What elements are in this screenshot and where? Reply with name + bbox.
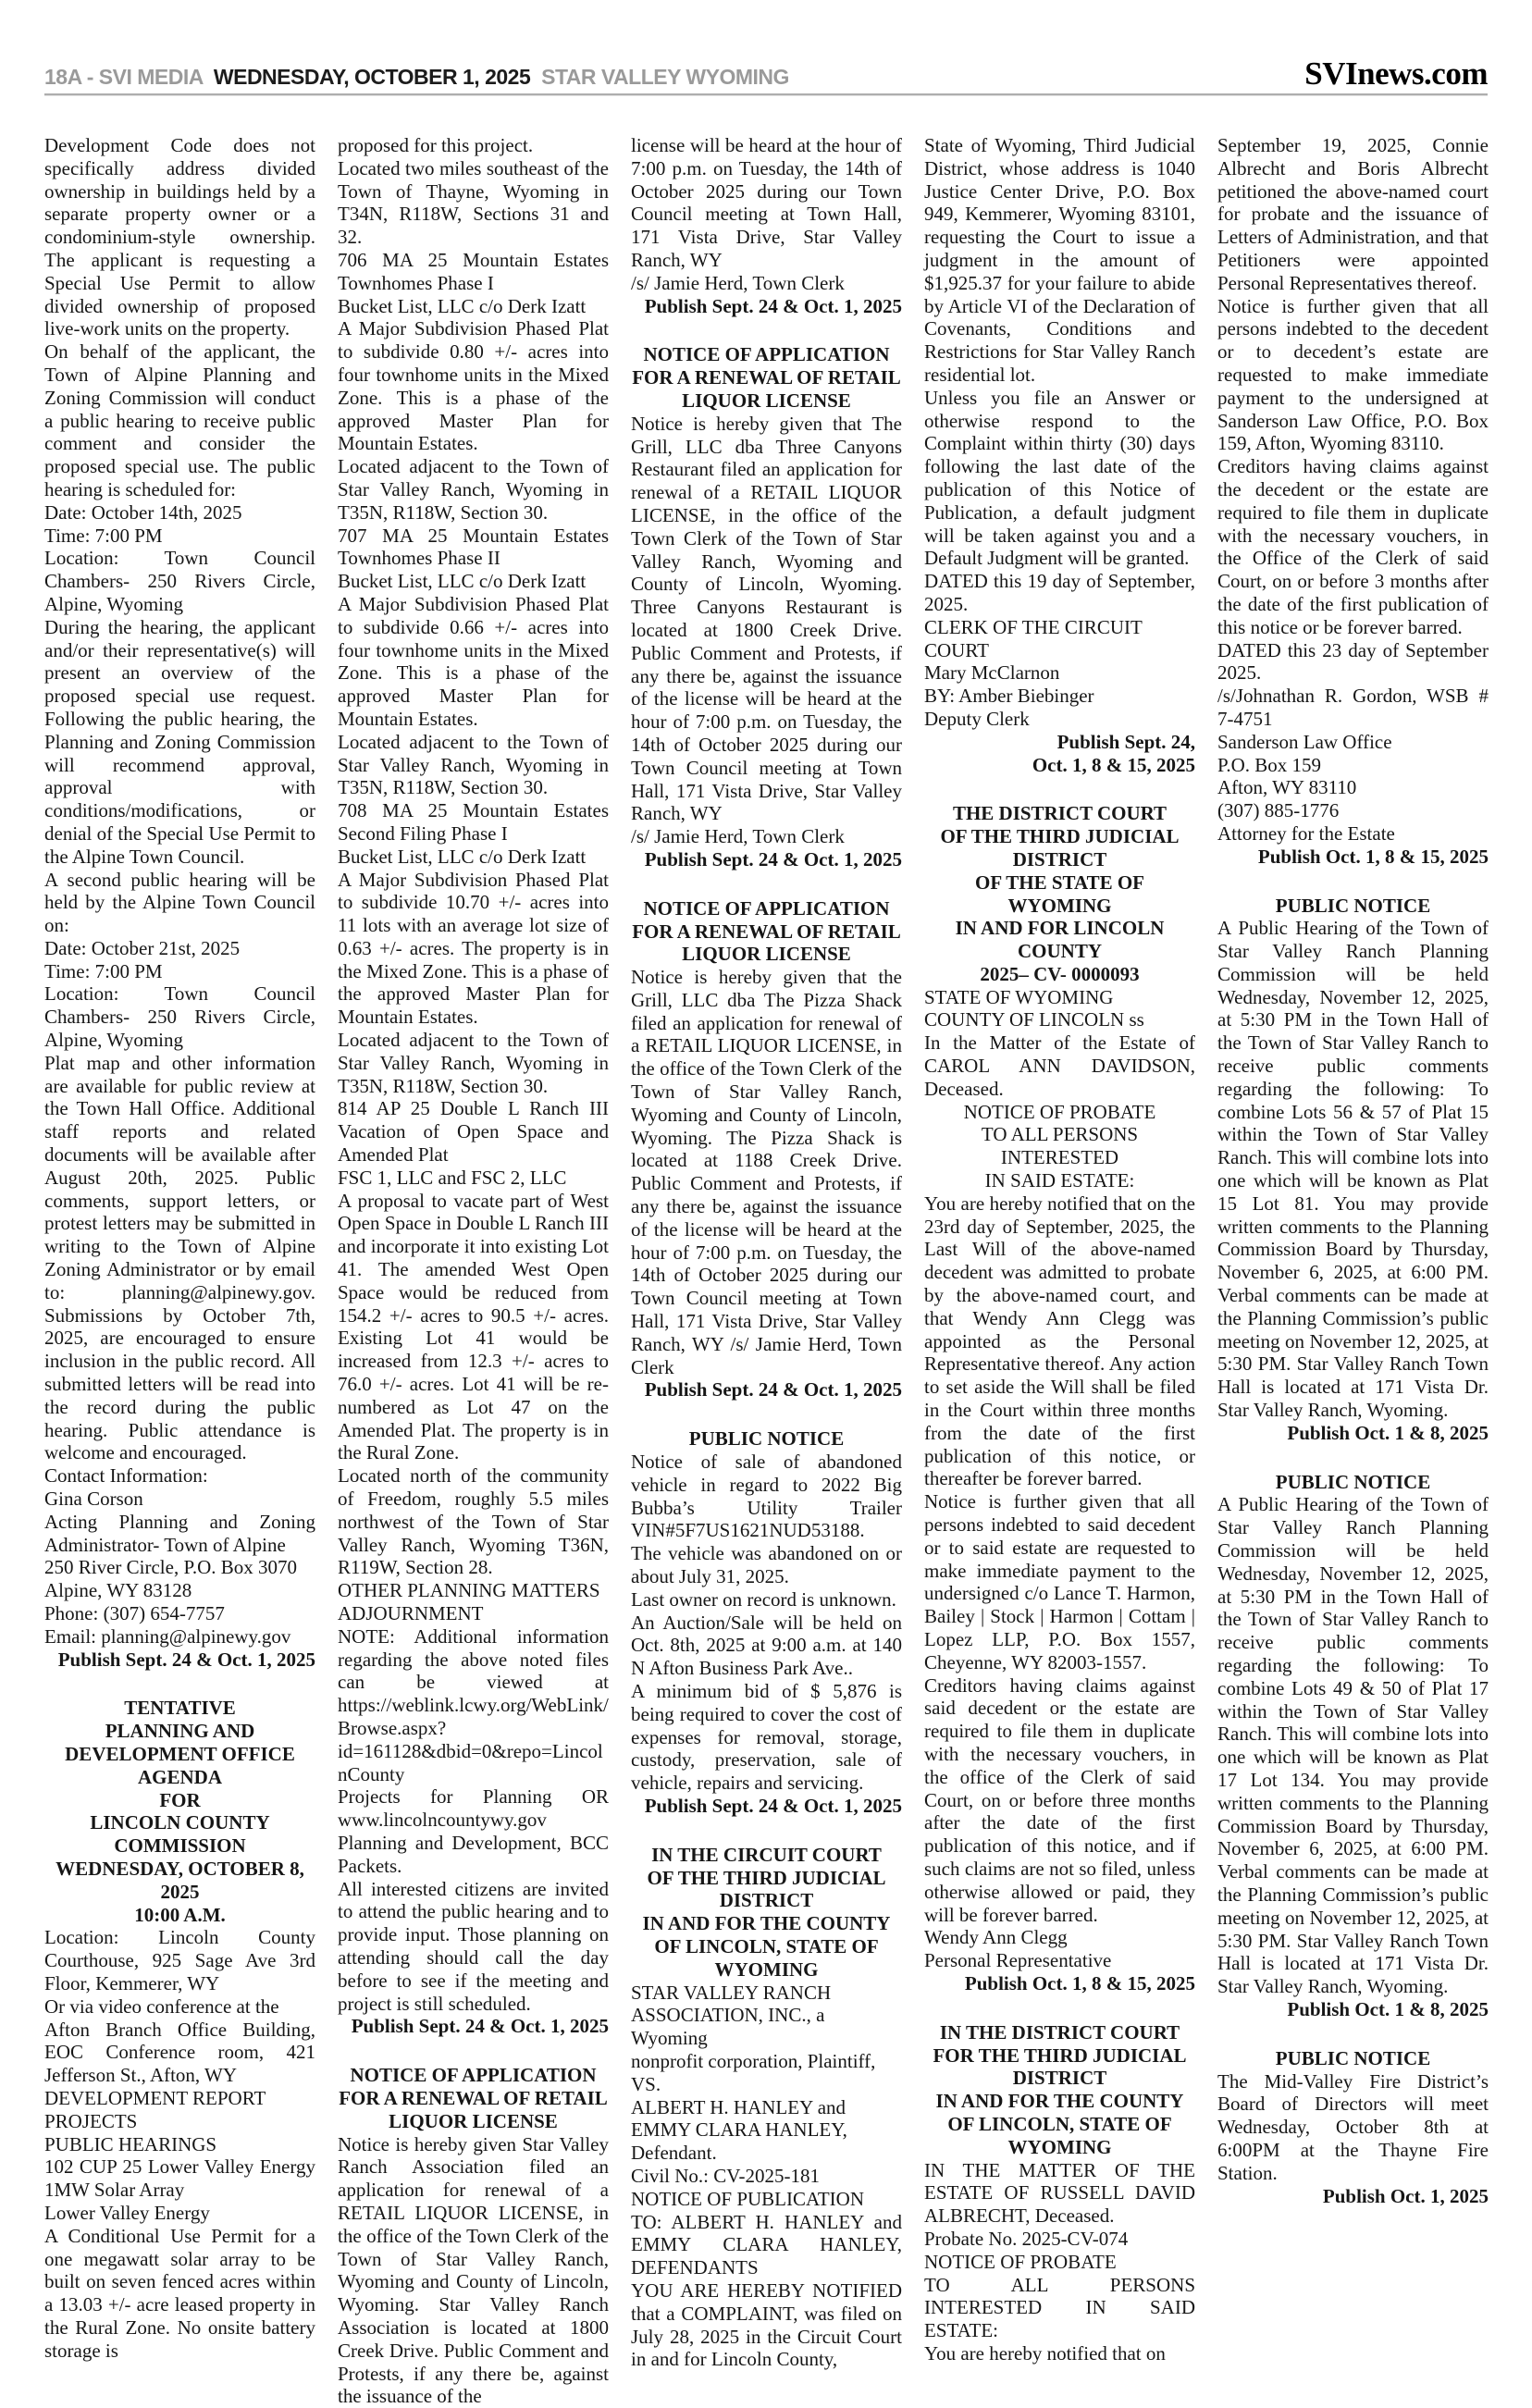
notice-paragraph: Notice is further given that all persons indebted to the decedent or to decedent’s estate are requested to make immediate payment to the undersigned at Sanderson Law Office, P.O. Box 159, Afton, Wyoming 83110. <box>1217 294 1489 455</box>
notice-line: VS. <box>631 2072 661 2095</box>
notice-paragraph: Development Code does not specifically address divided ownership in buildings held by a separate property owner or a condominium-style ownership. The applicant is requesting a Special Use Permit to allow divided ownership of proposed live-work units on the property. <box>44 134 315 340</box>
publish-line: Publish Oct. 1 & 8, 2025 <box>1287 1421 1489 1444</box>
notice-paragraph: Located adjacent to the Town of Star Valley Ranch, Wyoming in T35N, R118W, Section 30. <box>338 730 609 799</box>
notice-paragraph: In the Matter of the Estate of CAROL ANN DAVIDSON, Deceased. <box>924 1031 1195 1100</box>
notice-line: Bucket List, LLC c/o Derk Izatt <box>338 294 587 317</box>
notice-heading: PUBLIC NOTICE <box>688 1427 845 1451</box>
notice-paragraph: Plat map and other information are available for public review at the Town Hall Office. Additional staff reports and related documents will be available after August 20th, 2025. Public comments, support letters, or protest letters may be submitted in writing to the Town of Alpine Zoning Administrator or by email to: planning@alpinewy.gov. Submissions by October 7th, 2025, are encouraged to ensure inclusion in the public record. All submitted letters will be read into the record during the public hearing. Public attendance is welcome and encouraged. <box>44 1051 315 1464</box>
notice-paragraph: NOTE: Additional information regarding the above noted files can be viewed at https://weblink.lcwy.org/WebLink/Browse.aspx?id=161128&dbid=0&repo=LincolnCounty <box>338 1624 609 1785</box>
notice-paragraph: All interested citizens are invited to attend the public hearing and to provide input. Those planning on attending should call the day before to see if the meeting and project is still scheduled. <box>338 1877 609 2015</box>
column-1 <box>44 134 315 2408</box>
notice-line: 250 River Circle, P.O. Box 3070 <box>44 1556 297 1579</box>
notice-line: STAR VALLEY RANCH <box>631 1981 832 2004</box>
site-name: SVInews.com <box>1304 56 1488 92</box>
notice-paragraph: Located two miles southeast of the Town of Thayne, Wyoming in T34N, R118W, Sections 31 and 32. <box>338 156 609 249</box>
notice-paragraph: Notice is hereby given that the Grill, LLC dba The Pizza Shack filed an application for renewal of a RETAIL LIQUOR LICENSE, in the office of the Town Clerk of the Town of Star Valley Ranch, Wyoming and County of Lincoln, Wyoming. The Pizza Shack is located at 1188 Creek Drive. Public Comment and Protests, if any there be, against the issuance of the license will be heard at the hour of 7:00 p.m. on Tuesday, the 14th of October 2025 during our Town Council meeting at Town Hall, 171 Vista Drive, Star Valley Ranch, WY /s/ Jamie Herd, Town Clerk <box>631 966 902 1378</box>
notice-paragraph: A Public Hearing of the Town of Star Valley Ranch Planning Commission will be held Wednesday, November 12, 2025, at 5:30 PM in the Town Hall of the Town of Star Valley Ranch to receive public comments regarding the following: To combine Lots 56 & 57 of Plat 15 within the Town of Star Valley Ranch. This will combine lots into one which will be known as Plat 15 Lot 81. You may provide written comments to the Planning Commission Board by Thursday, November 6, 2025, at 6:00 PM. Verbal comments can be made at the Planning Commission’s public meeting on November 12, 2025, at 5:30 PM. Star Valley Ranch Town Hall is located at 171 Vista Dr. Star Valley Ranch, Wyoming. <box>1217 917 1489 1422</box>
notice-heading: NOTICE OF APPLICATION FOR A RENEWAL OF RETAIL LIQUOR LICENSE <box>632 343 901 412</box>
notice-paragraph: State of Wyoming, Third Judicial District, whose address is 1040 Justice Center Drive, P.O. Box 949, Kemmerer, Wyoming 83101, requesting the Court to issue a judgment in the amount of $1,925.37 for your failure to abide by Article VI of the Declaration of Covenants, Conditions and Restrictions for Star Valley Ranch residential lot. <box>924 134 1195 386</box>
notice-paragraph: DATED this 23 day of September 2025. <box>1217 638 1489 685</box>
masthead-rule <box>44 93 1488 95</box>
notice-line: Bucket List, LLC c/o Derk Izatt <box>338 845 587 868</box>
notice-paragraph: The Mid-Valley Fire District’s Board of Directors will meet Wednesday, October 8th at 6:00PM at the Thayne Fire Station. <box>1217 2069 1489 2184</box>
notice-line: NOTICE OF PROBATE <box>924 2250 1117 2273</box>
notice-line: proposed for this project. <box>338 134 534 156</box>
notice-line: Afton, WY 83110 <box>1217 776 1357 799</box>
publish-line: Publish Sept. 24 & Oct. 1, 2025 <box>644 847 902 871</box>
notice-line: /s/ Jamie Herd, Town Clerk <box>631 825 845 848</box>
notice-line: Sanderson Law Office <box>1217 730 1392 753</box>
notice-line: NOTICE OF PUBLICATION <box>631 2187 864 2210</box>
publish-line: Publish Oct. 1 & 8, 2025 <box>1287 1997 1489 2020</box>
notice-line: OTHER PLANNING MATTERS <box>338 1579 600 1602</box>
masthead-region: STAR VALLEY WYOMING <box>541 65 789 89</box>
masthead-date: WEDNESDAY, OCTOBER 1, 2025 <box>213 65 531 89</box>
notice-paragraph: Location: Town Council Chambers- 250 Rivers Circle, Alpine, Wyoming <box>44 982 315 1052</box>
notice-paragraph: A Major Subdivision Phased Plat to subdivide 0.80 +/- acres into four townhome units in the Mixed Zone. This is a phase of the approved Master Plan for Mountain Estates. <box>338 317 609 455</box>
columns <box>44 134 1489 2408</box>
notice-line: EMMY CLARA HANLEY, <box>631 2118 847 2142</box>
notice-centered-line: TO ALL PERSONS INTERESTED IN SAID ESTATE: <box>981 1123 1139 1192</box>
notice-line: Alpine, WY 83128 <box>44 1579 192 1602</box>
notice-line: Wendy Ann Clegg <box>924 1926 1068 1949</box>
notice-paragraph: 102 CUP 25 Lower Valley Energy 1MW Solar Array <box>44 2155 315 2202</box>
notice-line: /s/ Jamie Herd, Town Clerk <box>631 271 845 294</box>
notice-line: PUBLIC HEARINGS <box>44 2132 217 2155</box>
publish-line: Publish Sept. 24 & Oct. 1, 2025 <box>644 1794 902 1817</box>
notice-paragraph: Creditors having claims against said decedent or the estate are required to file them in duplicate with the necessary vouchers, in the office of the Clerk of said Court, on or before three months after the date of the first publication of this notice, and if such claims are not so filed, unless otherwise allowed or paid, they will be forever barred. <box>924 1673 1195 1926</box>
notice-heading: PUBLIC NOTICE <box>1275 894 1431 917</box>
notice-line: Phone: (307) 654-7757 <box>44 1602 225 1624</box>
notice-paragraph: Located adjacent to the Town of Star Valley Ranch, Wyoming in T35N, R118W, Section 30. <box>338 455 609 524</box>
notice-paragraph: license will be heard at the hour of 7:00 p.m. on Tuesday, the 14th of October 2025 during our Town Council meeting at Town Hall, 171 Vista Drive, Star Valley Ranch, WY <box>631 134 902 271</box>
notice-paragraph: Located north of the community of Freedom, roughly 5.5 miles northwest of the Town of Star Valley Ranch, Wyoming T36N, R119W, Section 28. <box>338 1464 609 1579</box>
notice-line: Or via video conference at the <box>44 1994 279 2018</box>
notice-line: ALBERT H. HANLEY and <box>631 2095 846 2118</box>
notice-line: Defendant. <box>631 2142 717 2165</box>
notice-line: ADJOURNMENT <box>338 1602 484 1624</box>
notice-line: Bucket List, LLC c/o Derk Izatt <box>338 570 587 593</box>
publish-line: Publish Sept. 24 & Oct. 1, 2025 <box>57 1648 315 1671</box>
notice-paragraph: During the hearing, the applicant and/or their representative(s) will present an overview of the proposed special use request. Following the public hearing, the Planning and Zoning Commission will recommend approval, approval with conditions/modifications, or denial of the Special Use Permit to the Alpine Town Council. <box>44 615 315 868</box>
notice-paragraph: DATED this 19 day of September, 2025. <box>924 570 1195 615</box>
notice-heading: NOTICE OF APPLICATION FOR A RENEWAL OF RETAIL LIQUOR LICENSE <box>339 2064 608 2132</box>
notice-paragraph: 706 MA 25 Mountain Estates Townhomes Phase I <box>338 248 609 294</box>
notice-heading: PUBLIC NOTICE <box>1275 1470 1431 1493</box>
notice-paragraph: Located adjacent to the Town of Star Valley Ranch, Wyoming in T35N, R118W, Section 30. <box>338 1029 609 1097</box>
notice-line: Mary McClarnon <box>924 661 1060 685</box>
notice-paragraph: 814 AP 25 Double L Ranch III Vacation of Open Space and Amended Plat <box>338 1097 609 1167</box>
notice-paragraph: Notice of sale of abandoned vehicle in regard to 2022 Big Bubba’s Utility Trailer VIN#5F7US1621NUD53188. <box>631 1451 902 1542</box>
notice-paragraph: Projects for Planning OR www.lincolncountywy.gov Planning and Development, BCC Packets. <box>338 1785 609 1877</box>
notice-paragraph: Notice is hereby given that The Grill, LLC dba Three Canyons Restaurant filed an application for renewal of a RETAIL LIQUOR LICENSE, in the office of the Town Clerk of the Town of Star Valley Ranch, Wyoming and County of Lincoln, Wyoming. Three Canyons Restaurant is located at 1800 Creek Drive. Public Comment and Protests, if any there be, against the issuance of the license will be heard at the hour of 7:00 p.m. on Tuesday, the 14th of October 2025 during our Town Council meeting at Town Hall, 171 Vista Drive, Star Valley Ranch, WY <box>631 412 902 825</box>
notice-line: STATE OF WYOMING <box>924 985 1114 1008</box>
column-4 <box>924 134 1195 2408</box>
column-2 <box>338 134 609 2408</box>
notice-paragraph: TO ALL PERSONS INTERESTED IN SAID ESTATE: <box>924 2273 1195 2342</box>
publish-line: Publish Sept. 24 & Oct. 1, 2025 <box>351 2015 609 2038</box>
notice-paragraph: On behalf of the applicant, the Town of Alpine Planning and Zoning Commission will conduct a public hearing to receive public comment and consider the proposed special use. The public hearing is scheduled for: <box>44 340 315 500</box>
notice-paragraph: You are hereby notified that on the 23rd day of September, 2025, the Last Will of the above-named decedent was admitted to probate by the above-named court, and that Wendy Ann Clegg was appointed as the Personal Representative thereof. Any action to set aside the Will shall be filed in the Court within three months from the date of the first publication of this notice, or thereafter be forever barred. <box>924 1192 1195 1490</box>
notice-heading: IN THE DISTRICT COURT FOR THE THIRD JUDICIAL DISTRICT IN AND FOR THE COUNTY OF LINCOLN, STATE OF WYOMING <box>933 2020 1187 2158</box>
notice-paragraph: Creditors having claims against the decedent or the estate are required to file them in duplicate with the necessary vouchers, in the Office of the Clerk of said Court, on or before 3 months after the date of the first publication of this notice or be forever barred. <box>1217 455 1489 638</box>
notice-line: Civil No.: CV-2025-181 <box>631 2164 820 2187</box>
column-5 <box>1217 134 1489 2408</box>
notice-line: ASSOCIATION, INC., a Wyoming <box>631 2004 825 2050</box>
notice-paragraph: Location: Town Council Chambers- 250 Rivers Circle, Alpine, Wyoming <box>44 547 315 615</box>
notice-line: Attorney for the Estate <box>1217 821 1395 845</box>
notice-paragraph: A Major Subdivision Phased Plat to subdivide 10.70 +/- acres into 11 lots with an average lot size of 0.63 +/- acres. The property is in the Mixed Zone. This is a phase of the approved Master Plan for Mountain Estates. <box>338 868 609 1029</box>
notice-paragraph: Location: Lincoln County Courthouse, 925 Sage Ave 3rd Floor, Kemmerer, WY <box>44 1926 315 1994</box>
notice-line: Probate No. 2025-CV-074 <box>924 2227 1129 2250</box>
page-label: 18A - SVI MEDIA <box>44 65 203 89</box>
publish-line: Publish Sept. 24 & Oct. 1, 2025 <box>644 1378 902 1402</box>
notice-paragraph: Notice is hereby given Star Valley Ranch Association filed an application for renewal of a RETAIL LIQUOR LICENSE, in the office of the Town Clerk of the Town of Star Valley Ranch, Wyoming and County of Lincoln, Wyoming. Star Valley Ranch Association is located at 1800 Creek Drive. Public Comment and Protests, if any there be, against the issuance of the <box>338 2132 609 2408</box>
publish-line: Publish Oct. 1, 2025 <box>1322 2184 1489 2207</box>
notice-centered-line: NOTICE OF PROBATE <box>963 1100 1156 1123</box>
notice-paragraph: A proposal to vacate part of West Open Space in Double L Ranch III and incorporate it into existing Lot 41. The amended West Open Space would be reduced from 154.2 +/- acres to 90.5 +/- acres. Existing Lot 41 would be increased from 12.3 +/- acres to 76.0 +/- acres. Lot 41 will be re-numbered as Lot 47 on the Amended Plat. The property is in the Rural Zone. <box>338 1189 609 1464</box>
notice-line: (307) 885-1776 <box>1217 799 1340 822</box>
notice-line: Email: planning@alpinewy.gov <box>44 1624 291 1648</box>
notice-paragraph: A minimum bid of $ 5,876 is being required to cover the cost of expenses for removal, storage, custody, preservation, sale of vehicle, repairs and servicing. <box>631 1680 902 1795</box>
notice-paragraph: /s/Johnathan R. Gordon, WSB # 7-4751 <box>1217 685 1489 730</box>
publish-line: Publish Oct. 1, 8 & 15, 2025 <box>964 1971 1195 1994</box>
publish-line: Publish Oct. 1, 8 & 15, 2025 <box>1257 845 1489 868</box>
notice-heading: NOTICE OF APPLICATION FOR A RENEWAL OF RETAIL LIQUOR LICENSE <box>632 896 901 966</box>
notice-paragraph: Notice is further given that all persons indebted to said decedent or to said estate are requested to make immediate payment to the undersigned c/o Lance T. Harmon, Bailey | Stock | Harmon | Cottam | Lopez LLP, P.O. Box 1557, Cheyenne, WY 82003-1557. <box>924 1490 1195 1673</box>
notice-heading: PUBLIC NOTICE <box>1275 2046 1431 2069</box>
notice-paragraph: A Public Hearing of the Town of Star Valley Ranch Planning Commission will be held Wednesday, November 12, 2025, at 5:30 PM in the Town Hall of the Town of Star Valley Ranch to receive public comments regarding the following: To combine Lots 49 & 50 of Plat 17 within the Town of Star Valley Ranch. This will combine lots into one which will be known as Plat 17 Lot 134. You may provide written comments to the Planning Commission Board by Thursday, November 6, 2025, at 6:00 PM. Verbal comments can be made at the Planning Commission’s public meeting on November 12, 2025, at 5:30 PM. Star Valley Ranch Town Hall is located at 171 Vista Dr. Star Valley Ranch, Wyoming. <box>1217 1493 1489 1998</box>
notice-paragraph: YOU ARE HEREBY NOTIFIED that a COMPLAINT, was filed on July 28, 2025 in the Circuit Court in and for Lincoln County, <box>631 2278 902 2371</box>
notice-line: Personal Representative <box>924 1949 1112 1972</box>
notice-line: Lower Valley Energy <box>44 2201 210 2224</box>
masthead <box>44 56 1488 93</box>
notice-paragraph: A second public hearing will be held by the Alpine Town Council on: <box>44 868 315 937</box>
notice-paragraph: An Auction/Sale will be held on Oct. 8th, 2025 at 9:00 a.m. at 140 N Afton Business Park Ave.. <box>631 1611 902 1680</box>
notice-line: Contact Information: <box>44 1464 208 1488</box>
column-3 <box>631 134 902 2408</box>
notice-line: Date: October 14th, 2025 <box>44 500 242 524</box>
notice-line: Last owner on record is unknown. <box>631 1587 896 1611</box>
notice-heading: IN THE CIRCUIT COURT OF THE THIRD JUDICIAL DISTRICT IN AND FOR THE COUNTY OF LINCOLN, STATE OF WYOMING <box>642 1843 891 1981</box>
notice-line: Time: 7:00 PM <box>44 524 163 547</box>
notice-paragraph: A Major Subdivision Phased Plat to subdivide 0.66 +/- acres into four townhome units in the Mixed Zone. This is a phase of the approved Master Plan for Mountain Estates. <box>338 592 609 730</box>
notice-line: Gina Corson <box>44 1488 143 1511</box>
notice-line: P.O. Box 159 <box>1217 753 1322 776</box>
notice-line: Deputy Clerk <box>924 707 1030 730</box>
notice-line: DEVELOPMENT REPORT <box>44 2086 266 2109</box>
notice-line: Time: 7:00 PM <box>44 959 163 982</box>
notice-heading: THE DISTRICT COURT OF THE THIRD JUDICIAL DISTRICT OF THE STATE OF WYOMING IN AND FOR LINCOLN COUNTY 2025– CV- 0000093 <box>940 802 1180 985</box>
notice-line: CLERK OF THE CIRCUIT COURT <box>924 615 1143 661</box>
masthead-left <box>44 65 789 90</box>
notice-heading: TENTATIVE PLANNING AND DEVELOPMENT OFFICE AGENDA FOR LINCOLN COUNTY COMMISSION WEDNESDAY, OCTOBER 8, 2025 10:00 A.M. <box>56 1697 304 1926</box>
notice-paragraph: A Conditional Use Permit for a one megawatt solar array to be built on seven fenced acres within a 13.03 +/- acre leased property in the Rural Zone. No onsite battery storage is <box>44 2224 315 2362</box>
notice-line: PROJECTS <box>44 2109 138 2132</box>
notice-paragraph: Afton Branch Office Building, EOC Conference room, 421 Jefferson St., Afton, WY <box>44 2018 315 2087</box>
notice-paragraph: Acting Planning and Zoning Administrator- Town of Alpine <box>44 1510 315 1556</box>
notice-line: COUNTY OF LINCOLN ss <box>924 1008 1144 1031</box>
notice-paragraph: The vehicle was abandoned on or about July 31, 2025. <box>631 1542 902 1588</box>
notice-paragraph: 707 MA 25 Mountain Estates Townhomes Phase II <box>338 524 609 570</box>
notice-paragraph: 708 MA 25 Mountain Estates Second Filing Phase I <box>338 799 609 845</box>
notice-paragraph: TO: ALBERT H. HANLEY and EMMY CLARA HANLEY, DEFENDANTS <box>631 2210 902 2279</box>
notice-paragraph: IN THE MATTER OF THE ESTATE OF RUSSELL DAVID ALBRECHT, Deceased. <box>924 2158 1195 2228</box>
publish-line: Publish Sept. 24, Oct. 1, 8 & 15, 2025 <box>1032 730 1195 776</box>
notice-line: nonprofit corporation, Plaintiff, <box>631 2049 876 2072</box>
notice-line: You are hereby notified that on <box>924 2341 1166 2365</box>
notice-line: BY: Amber Biebinger <box>924 685 1094 708</box>
notice-line: FSC 1, LLC and FSC 2, LLC <box>338 1166 567 1189</box>
notice-paragraph: September 19, 2025, Connie Albrecht and Boris Albrecht petitioned the above-named court for probate and the issuance of Letters of Administration, and that Petitioners were appointed Personal Representatives thereof. <box>1217 134 1489 294</box>
notice-line: Date: October 21st, 2025 <box>44 936 241 959</box>
publish-line: Publish Sept. 24 & Oct. 1, 2025 <box>644 294 902 317</box>
notice-paragraph: Unless you file an Answer or otherwise respond to the Complaint within thirty (30) days following the last date of the publication of this Notice of Publication, a default judgment will be taken against you and a Default Judgment will be granted. <box>924 386 1195 570</box>
